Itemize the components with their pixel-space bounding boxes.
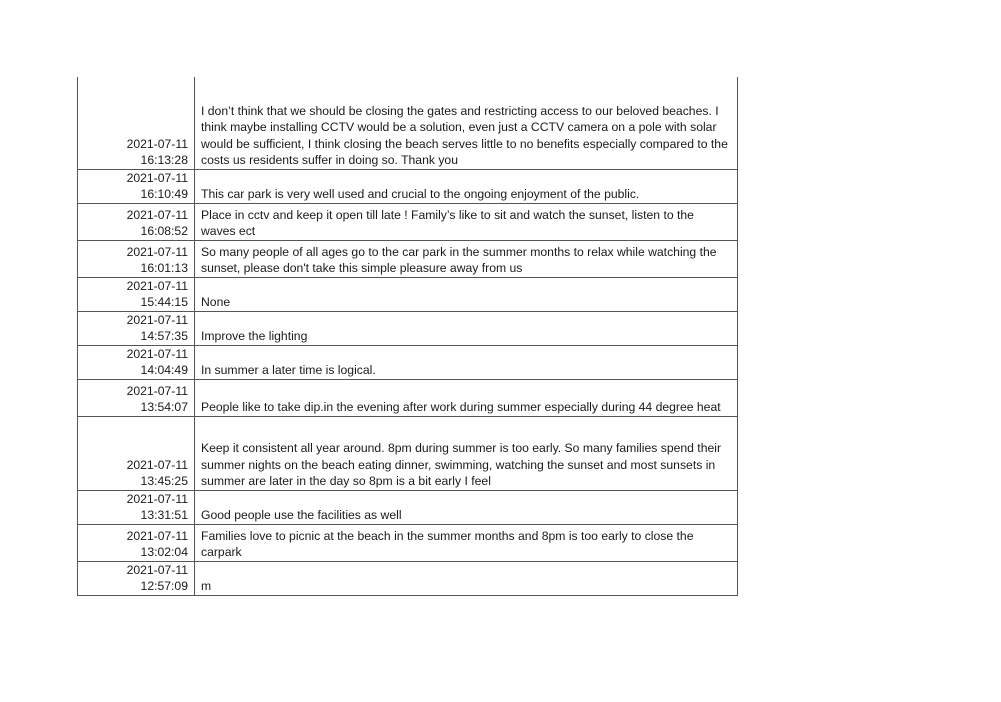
timestamp-cell <box>78 77 195 169</box>
response-time: 12:57:09 <box>140 579 188 593</box>
timestamp-cell <box>78 345 195 379</box>
table-row <box>78 490 738 524</box>
response-comment: This car park is very well used and crucial to the ongoing enjoyment of the public. <box>201 187 640 201</box>
response-time: 13:45:25 <box>140 474 188 488</box>
response-comment: Place in cctv and keep it open till late ! Family’s like to sit and watch the sunset, listen to the waves ect <box>201 207 694 238</box>
response-date: 2021-07-11 <box>126 528 188 543</box>
response-time: 16:01:13 <box>140 261 188 275</box>
response-comment: So many people of all ages go to the car park in the summer months to relax while watching the sunset, please don't take this simple pleasure away from us <box>201 244 717 275</box>
response-date: 2021-07-11 <box>126 207 188 222</box>
timestamp-cell <box>78 561 195 595</box>
comment-cell <box>195 561 738 595</box>
table-row <box>78 77 738 169</box>
table-row <box>78 311 738 345</box>
table-row <box>78 203 738 240</box>
table-row <box>78 524 738 561</box>
comment-cell <box>195 203 738 240</box>
response-date: 2021-07-11 <box>126 491 188 506</box>
response-date: 2021-07-11 <box>126 457 188 472</box>
response-date: 2021-07-11 <box>126 562 188 577</box>
comment-cell <box>195 277 738 311</box>
timestamp-cell <box>78 524 195 561</box>
response-date: 2021-07-11 <box>126 136 188 151</box>
table-row <box>78 345 738 379</box>
responses-table-body <box>78 77 738 595</box>
comment-cell <box>195 77 738 169</box>
response-comment: None <box>201 295 231 309</box>
table-row <box>78 416 738 490</box>
response-comment: Families love to picnic at the beach in the summer months and 8pm is too early to close the carpark <box>201 528 694 559</box>
timestamp-cell <box>78 169 195 203</box>
response-time: 16:08:52 <box>140 224 188 238</box>
timestamp-cell <box>78 416 195 490</box>
table-row <box>78 561 738 595</box>
comment-cell <box>195 169 738 203</box>
response-time: 15:44:15 <box>140 295 188 309</box>
timestamp-cell <box>78 490 195 524</box>
response-date: 2021-07-11 <box>126 383 188 398</box>
response-comment: In summer a later time is logical. <box>201 363 376 377</box>
response-comment: I don’t think that we should be closing the gates and restricting access to our beloved beaches. I think maybe installing CCTV would be a solution, even just a CCTV camera on a pole with solar would be sufficient, I think closing the beach serves little to no benefits especially compared to the costs us residents suffer in doing so. Thank you <box>201 103 728 167</box>
table-row <box>78 240 738 277</box>
response-time: 14:04:49 <box>140 363 188 377</box>
response-date: 2021-07-11 <box>126 312 188 327</box>
comment-cell <box>195 490 738 524</box>
response-comment: Good people use the facilities as well <box>201 508 402 522</box>
response-comment: m <box>201 579 212 593</box>
response-comment: Improve the lighting <box>201 329 308 343</box>
response-time: 13:02:04 <box>140 545 188 559</box>
comment-cell <box>195 240 738 277</box>
comment-cell <box>195 345 738 379</box>
response-comment: Keep it consistent all year around. 8pm during summer is too early. So many families spend their summer nights on the beach eating dinner, swimming, watching the sunset and most sunsets in summer are later in the day so 8pm is a bit early I feel <box>201 441 722 488</box>
comment-cell <box>195 416 738 490</box>
response-time: 16:13:28 <box>140 153 188 167</box>
table-row <box>78 277 738 311</box>
timestamp-cell <box>78 379 195 416</box>
response-time: 14:57:35 <box>140 329 188 343</box>
table-row <box>78 169 738 203</box>
response-date: 2021-07-11 <box>126 170 188 185</box>
table-row <box>78 379 738 416</box>
comment-cell <box>195 379 738 416</box>
response-time: 13:31:51 <box>140 508 188 522</box>
comment-cell <box>195 311 738 345</box>
timestamp-cell <box>78 203 195 240</box>
response-time: 16:10:49 <box>140 187 188 201</box>
responses-table <box>77 77 738 596</box>
response-comment: People like to take dip.in the evening after work during summer especially during 44 degree heat <box>201 400 721 414</box>
response-date: 2021-07-11 <box>126 244 188 259</box>
response-date: 2021-07-11 <box>126 278 188 293</box>
comment-cell <box>195 524 738 561</box>
response-time: 13:54:07 <box>140 400 188 414</box>
timestamp-cell <box>78 240 195 277</box>
timestamp-cell <box>78 311 195 345</box>
timestamp-cell <box>78 277 195 311</box>
response-date: 2021-07-11 <box>126 346 188 361</box>
